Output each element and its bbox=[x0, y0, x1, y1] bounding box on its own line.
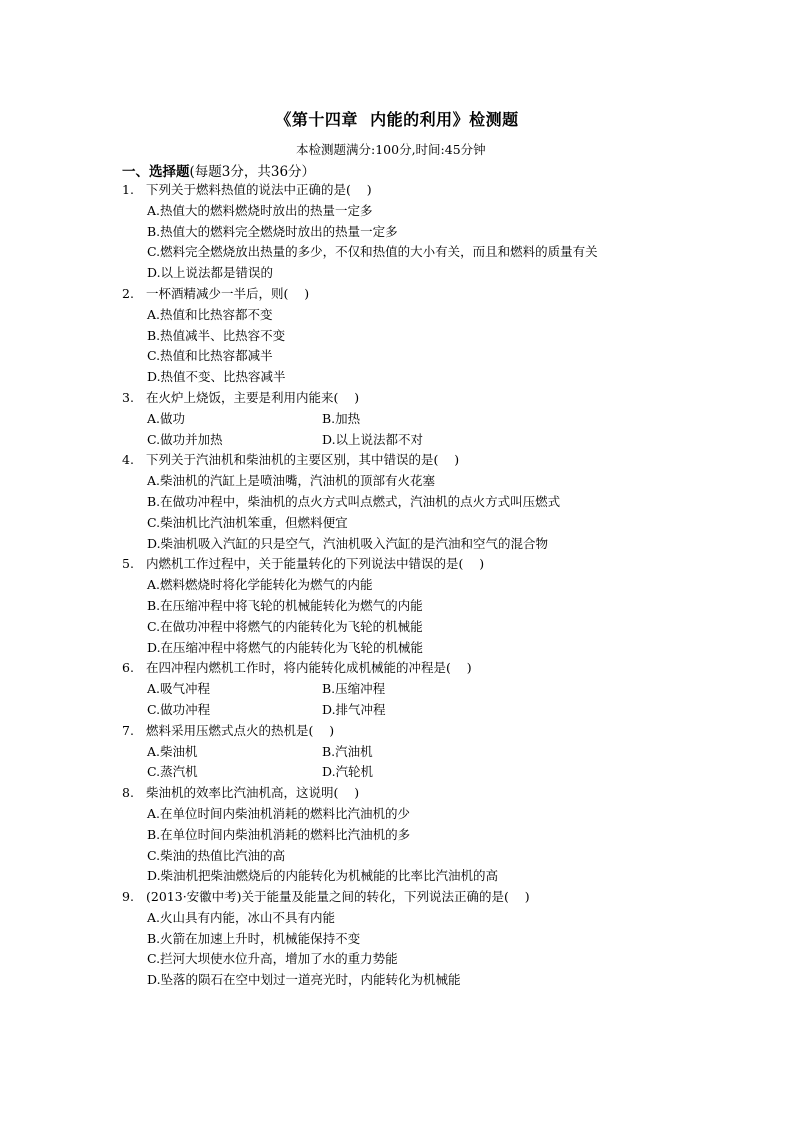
question-3 bbox=[0, 388, 794, 450]
option-row bbox=[0, 949, 794, 970]
question-text: 下列关于汽油机和柴油机的主要区别，其中错误的是( ) bbox=[146, 452, 460, 468]
question-text: 燃料采用压燃式点火的热机是( ) bbox=[146, 722, 335, 738]
question-text: (2013·安徽中考)关于能量及能量之间的转化，下列说法正确的是( ) bbox=[146, 889, 530, 905]
option-row bbox=[0, 846, 794, 867]
option-d: D.在压缩冲程中将燃气的内能转化为飞轮的机械能 bbox=[147, 639, 424, 655]
option-b: B.在做功冲程中，柴油机的点火方式叫点燃式，汽油机的点火方式叫压燃式 bbox=[147, 493, 561, 509]
option-row bbox=[0, 471, 794, 492]
question-number: 9. bbox=[122, 889, 134, 905]
exam-info: 本检测题满分:100分,时间:45分钟 bbox=[296, 142, 486, 157]
option-c: C.柴油的热值比汽油的高 bbox=[147, 847, 286, 863]
option-row bbox=[0, 679, 794, 700]
option-b: B.热值减半、比热容不变 bbox=[147, 327, 286, 343]
question-text: 在四冲程内燃机工作时，将内能转化成机械能的冲程是( ) bbox=[146, 660, 472, 676]
question-text: 一杯酒精减少一半后，则( ) bbox=[146, 285, 310, 301]
option-row bbox=[0, 242, 794, 263]
question-6 bbox=[0, 658, 794, 720]
option-row bbox=[0, 700, 794, 721]
document-title: 《第十四章 内能的利用》检测题 bbox=[275, 110, 519, 129]
option-c: C.在做功冲程中将燃气的内能转化为飞轮的机械能 bbox=[147, 618, 423, 634]
question-stem bbox=[0, 180, 794, 201]
option-row bbox=[0, 825, 794, 846]
option-row bbox=[0, 409, 794, 430]
question-stem bbox=[0, 554, 794, 575]
option-b: B.火箭在加速上升时，机械能保持不变 bbox=[147, 930, 361, 946]
option-d: D.柴油机把柴油燃烧后的内能转化为机械能的比率比汽油机的高 bbox=[147, 868, 499, 884]
question-stem bbox=[0, 450, 794, 471]
question-number: 2. bbox=[122, 285, 134, 301]
question-text: 柴油机的效率比汽油机高，这说明( ) bbox=[146, 785, 360, 801]
option-c: C.做功冲程 bbox=[147, 701, 211, 717]
option-b: B.在压缩冲程中将飞轮的机械能转化为燃气的内能 bbox=[147, 597, 423, 613]
option-row bbox=[0, 866, 794, 887]
question-5 bbox=[0, 554, 794, 658]
option-row bbox=[0, 762, 794, 783]
option-row bbox=[0, 346, 794, 367]
question-list bbox=[0, 180, 794, 991]
option-row bbox=[0, 617, 794, 638]
option-c: C.燃料完全燃烧放出热量的多少，不仅和热值的大小有关，而且和燃料的质量有关 bbox=[147, 244, 598, 260]
question-number: 5. bbox=[122, 556, 134, 572]
option-c: C.柴油机比汽油机笨重，但燃料便宜 bbox=[147, 514, 348, 530]
option-d: D.汽轮机 bbox=[322, 764, 374, 780]
option-b: B.压缩冲程 bbox=[322, 681, 386, 697]
option-a: A.火山具有内能，冰山不具有内能 bbox=[147, 909, 336, 925]
section-label: 一、选择题 bbox=[122, 164, 190, 180]
option-row bbox=[0, 908, 794, 929]
question-number: 7. bbox=[122, 722, 134, 738]
option-c: C.蒸汽机 bbox=[147, 764, 198, 780]
question-text: 在火炉上烧饭，主要是利用内能来( ) bbox=[146, 389, 360, 405]
option-row bbox=[0, 575, 794, 596]
option-row bbox=[0, 326, 794, 347]
question-8 bbox=[0, 783, 794, 887]
option-b: B.在单位时间内柴油机消耗的燃料比汽油机的多 bbox=[147, 826, 411, 842]
option-c: C.拦河大坝使水位升高，增加了水的重力势能 bbox=[147, 951, 398, 967]
option-d: D.以上说法都不对 bbox=[322, 431, 424, 447]
question-number: 4. bbox=[122, 452, 134, 468]
option-row bbox=[0, 970, 794, 991]
question-4 bbox=[0, 450, 794, 554]
question-stem bbox=[0, 721, 794, 742]
option-a: A.在单位时间内柴油机消耗的燃料比汽油机的少 bbox=[147, 805, 411, 821]
question-stem bbox=[0, 388, 794, 409]
question-number: 1. bbox=[122, 182, 134, 197]
question-text: 下列关于燃料热值的说法中正确的是( ) bbox=[146, 182, 372, 197]
option-row bbox=[0, 596, 794, 617]
option-d: D.坠落的陨石在空中划过一道亮光时，内能转化为机械能 bbox=[147, 972, 461, 988]
question-2 bbox=[0, 284, 794, 388]
option-c: C.热值和比热容都减半 bbox=[147, 348, 273, 364]
option-d: D.排气冲程 bbox=[322, 701, 386, 717]
option-a: A.热值和比热容都不变 bbox=[147, 306, 273, 322]
option-row bbox=[0, 263, 794, 284]
option-a: A.热值大的燃料燃烧时放出的热量一定多 bbox=[147, 202, 373, 218]
question-stem bbox=[0, 783, 794, 804]
option-row bbox=[0, 534, 794, 555]
option-a: A.柴油机的汽缸上是喷油嘴，汽油机的顶部有火花塞 bbox=[147, 473, 436, 489]
question-stem bbox=[0, 887, 794, 908]
option-b: B.汽油机 bbox=[322, 743, 373, 759]
option-d: D.热值不变、比热容减半 bbox=[147, 369, 286, 385]
option-row bbox=[0, 222, 794, 243]
option-b: B.热值大的燃料完全燃烧时放出的热量一定多 bbox=[147, 223, 398, 239]
question-number: 8. bbox=[122, 785, 134, 801]
option-a: A.柴油机 bbox=[147, 743, 198, 759]
question-stem bbox=[0, 658, 794, 679]
section-note: (每题3分，共36分） bbox=[189, 164, 316, 180]
option-row bbox=[0, 929, 794, 950]
question-text: 内燃机工作过程中，关于能量转化的下列说法中错误的是( ) bbox=[146, 556, 485, 572]
option-d: D.以上说法都是错误的 bbox=[147, 265, 274, 281]
question-stem bbox=[0, 284, 794, 305]
option-row bbox=[0, 492, 794, 513]
option-row bbox=[0, 305, 794, 326]
option-a: A.燃料燃烧时将化学能转化为燃气的内能 bbox=[147, 577, 373, 593]
option-row bbox=[0, 430, 794, 451]
option-d: D.柴油机吸入汽缸的只是空气，汽油机吸入汽缸的是汽油和空气的混合物 bbox=[147, 535, 549, 551]
question-number: 3. bbox=[122, 389, 134, 405]
question-number: 6. bbox=[122, 660, 134, 676]
option-row bbox=[0, 513, 794, 534]
question-9 bbox=[0, 887, 794, 991]
question-1 bbox=[0, 180, 794, 284]
question-7 bbox=[0, 721, 794, 783]
option-c: C.做功并加热 bbox=[147, 431, 223, 447]
option-a: A.做功 bbox=[147, 410, 186, 426]
option-row bbox=[0, 201, 794, 222]
option-row bbox=[0, 742, 794, 763]
option-row bbox=[0, 804, 794, 825]
option-row bbox=[0, 367, 794, 388]
section-heading bbox=[122, 160, 315, 180]
option-a: A.吸气冲程 bbox=[147, 681, 211, 697]
option-row bbox=[0, 638, 794, 659]
option-b: B.加热 bbox=[322, 410, 361, 426]
